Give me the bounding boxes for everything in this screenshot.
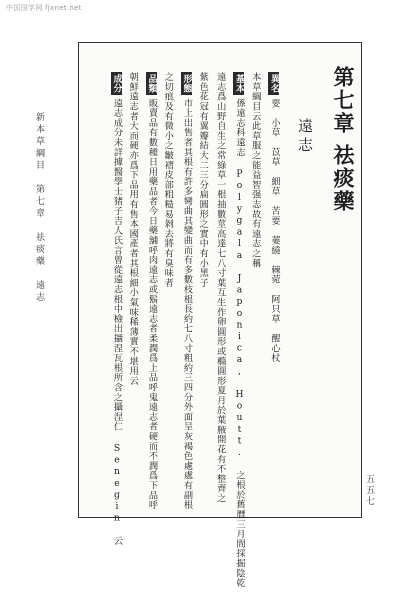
section-tag: 形態 xyxy=(181,74,192,94)
section-tag: 異名 xyxy=(269,74,279,94)
text-column xyxy=(128,72,137,386)
section-text: 紫色花冠有翼瓣結大二三分扁圓形之實中有小黑子 xyxy=(197,72,209,288)
text-column xyxy=(111,72,122,546)
text-column xyxy=(163,72,172,288)
section-tag: 品類 xyxy=(146,74,157,94)
section-text: 遠志爲山野自生之常綠草一根抽數莖高達七八寸葉互生作卵圓形或橢圓形夏月於葉腋開花有不整齊之 xyxy=(214,72,226,504)
drug-name: 遠志 xyxy=(296,118,314,156)
text-column xyxy=(233,72,244,588)
running-head: 新本草綱目 第七章 祛痰藥 遠志 xyxy=(34,112,44,304)
watermark-text: 中国国学网 fjxnet.net xyxy=(6,4,82,12)
text-column xyxy=(198,72,207,288)
category-title: 祛痰藥 xyxy=(331,144,356,213)
chapter-title: 第七章 xyxy=(331,66,356,135)
text-column xyxy=(146,72,157,510)
text-column xyxy=(268,72,279,363)
section-text: 市上出售者其根有許多彎曲其變曲而有多數枝根長約七八寸粗約三四分外面呈灰褐色處處有副根 xyxy=(181,98,193,510)
section-text: 要 小草 苡草 細草 苦要 葽繞 棘菀 阿只草 醒心杖 xyxy=(269,98,280,363)
section-tag: 基本 xyxy=(234,74,244,94)
section-text: 係遠志科遠志 Polygala Japonica, Houtt. 之根於舊曆三月間採掘陰乾 xyxy=(234,98,245,588)
section-text: 朝鮮遠志者大而硬亦爲下品用有售本國產者其根細小氣味稀薄實不堪用云 xyxy=(127,72,139,386)
section-text: 本草綱目云此草服之能益智强志故有遠志之稱 xyxy=(249,72,261,268)
text-column xyxy=(181,72,192,510)
text-column xyxy=(216,72,225,503)
section-text: 販賣品有數種日用藥品者今日藥舖呼肉遠志或鬍遠志者柔潤爲上品呼鬼遠志者硬而不潤爲下品呼 xyxy=(146,98,158,510)
section-text: 遠志成分未詳據醫學士猪子吉人氏言曾從遠志根中檢出攝涅瓦根所含之攝涅仁 Senegin 云 xyxy=(111,98,123,546)
section-tag: 成分 xyxy=(111,74,122,94)
section-text: 之切痕及有微小之皺褶皮部粗糙易剝去將有臭味者 xyxy=(162,72,174,288)
page-number: 五五七 xyxy=(364,474,374,507)
text-column xyxy=(251,72,260,268)
